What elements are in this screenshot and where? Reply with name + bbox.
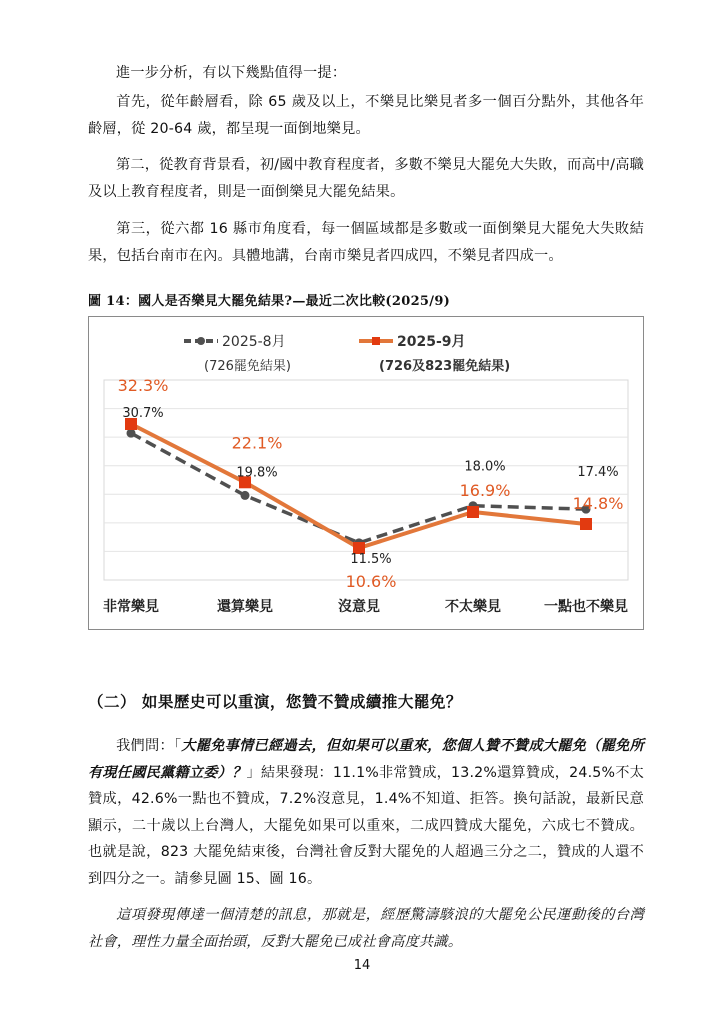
conclusion-paragraph: [88, 902, 644, 955]
category-label-3: 沒意見: [338, 599, 380, 615]
question-lead: 我們問：「: [116, 738, 182, 754]
category-label-2: 還算樂見: [217, 599, 273, 615]
page-number: 14: [353, 958, 371, 973]
label-aug-2: 19.8%: [236, 465, 278, 481]
category-label-1: 非常樂見: [103, 599, 159, 615]
label-sep-5: 14.8%: [572, 494, 624, 513]
label-sep-3: 10.6%: [345, 572, 397, 591]
point2-text: 第二，從教育背景看，初/國中教育程度者，多數不樂見大罷免大失敗，而高中/高職及以上教育程度者，則是一面倒樂見大罷免結果。: [88, 157, 644, 200]
point3-text: 第三，從六都 16 縣市角度看，每一個區域都是多數或一面倒樂見大罷免大失敗結果，包括台南市在內。具體地講，台南市樂見者四成四，不樂見者四成一。: [88, 221, 644, 264]
question-results: 」結果發現：11.1%非常贊成，13.2%還算贊成，24.5%不太贊成，42.6%一點也不贊成，7.2%沒意見，1.4%不知道、拒答。換句話說，最新民意顯示，二十歲以上台灣人，大罷免如果可以重來，二成四贊成大罷免，六成七不贊成。也就是說，823 大罷免結束後，台灣社會反對大罷免的人超過三分之二，贊成的人還不到四分之一。請參見圖 15、圖 16。: [88, 764, 645, 887]
point-aug-2: [241, 491, 250, 500]
point3-paragraph: [88, 216, 644, 269]
legend-note-1: (726罷免結果): [204, 359, 291, 374]
label-aug-5: 17.4%: [577, 465, 619, 481]
line-chart: [89, 317, 643, 629]
legend-label-2: 2025-9月: [397, 334, 466, 350]
point1-text: 首先，從年齡層看，除 65 歲及以上，不樂見比樂見者多一個百分點外，其他各年齡層，從 20-64 歲，都呈現一面倒地樂見。: [88, 94, 644, 137]
conclusion-text: 這項發現傳達一個清楚的訊息，那就是，經歷驚濤駭浪的大罷免公民運動後的台灣社會，理性力量全面抬頭，反對大罷免已成社會高度共識。: [88, 907, 644, 950]
figure-caption: 圖 14：國人是否樂見大罷免結果?—最近二次比較(2025/9): [88, 294, 451, 309]
point-sep-5: [580, 518, 592, 530]
category-label-4: 不太樂見: [445, 599, 501, 615]
point2-paragraph: [88, 152, 644, 205]
legend-marker-2: [372, 337, 380, 345]
label-sep-4: 16.9%: [459, 481, 511, 500]
label-sep-1: 32.3%: [117, 376, 169, 395]
plot-area: [104, 380, 628, 580]
label-aug-4: 18.0%: [464, 459, 506, 475]
category-label-5: 一點也不樂見: [544, 599, 628, 615]
question-paragraph: [88, 733, 644, 892]
legend-label-1: 2025-8月: [222, 334, 286, 350]
chart-frame: [88, 316, 644, 630]
intro-paragraph: [88, 60, 644, 87]
intro-text: 進一步分析，有以下幾點值得一提：: [116, 65, 347, 81]
point-sep-4: [467, 506, 479, 518]
legend-marker-1: [197, 337, 205, 345]
section-heading: （二） 如果歷史可以重演，您贊不贊成續推大罷免？: [88, 692, 462, 711]
label-aug-3: 11.5%: [350, 551, 392, 567]
label-sep-2: 22.1%: [231, 433, 283, 453]
point1-paragraph: [88, 89, 644, 142]
survey-question: 大罷免事情已經過去，但如果可以重來，您個人贊不贊成大罷免（罷免所有現任國民黨籍立委）？: [88, 738, 645, 781]
legend-note-2: (726及823罷免結果): [379, 359, 511, 374]
label-aug-1: 30.7%: [122, 406, 164, 422]
